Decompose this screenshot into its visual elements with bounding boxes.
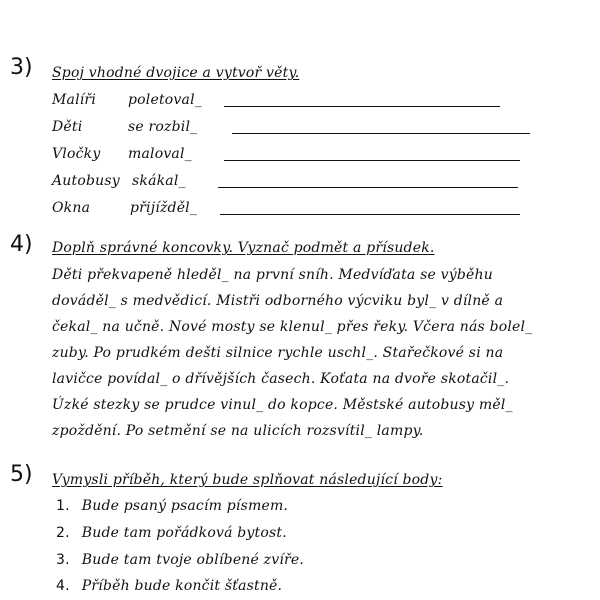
pair-left: Okna xyxy=(52,200,91,216)
item-number: 4. xyxy=(56,578,70,594)
text-line: dováděl_ s medvědicí. Mistři odborného výcviku byl_ v dílně a xyxy=(52,293,504,309)
pair-left: Děti xyxy=(52,119,83,135)
list-item xyxy=(56,525,287,541)
pair-row xyxy=(52,92,572,112)
pair-row xyxy=(52,173,572,193)
answer-blank xyxy=(224,150,520,161)
text-line: čekal_ na učně. Nové mosty se klenul_ přes řeky. Včera nás bolel_ xyxy=(52,319,533,335)
item-number: 1. xyxy=(56,498,70,514)
text-line: lavičce povídal_ o dřívějších časech. Koťata na dvoře skotačil_. xyxy=(52,371,510,387)
pair-right: přijížděl_ xyxy=(130,200,198,216)
pair-row xyxy=(52,146,572,166)
exercise-5-instruction: Vymysli příběh, který bude splňovat následující body: xyxy=(52,472,443,488)
item-number: 2. xyxy=(56,525,70,541)
text-line: Děti překvapeně hleděl_ na první sníh. Medvíďata se výběhu xyxy=(52,267,493,283)
answer-blank xyxy=(232,123,530,134)
item-text: Bude tam tvoje oblíbené zvíře. xyxy=(81,552,305,568)
list-item xyxy=(56,498,288,514)
item-number: 3. xyxy=(56,552,70,568)
exercise-3-number: 3) xyxy=(10,55,33,80)
pair-right: poletoval_ xyxy=(128,92,202,108)
pair-right: maloval_ xyxy=(128,146,192,162)
pair-right: se rozbil_ xyxy=(128,119,198,135)
exercise-3-instruction: Spoj vhodné dvojice a vytvoř věty. xyxy=(52,65,300,81)
pair-left: Autobusy xyxy=(52,173,120,189)
text-line: Úzké stezky se prudce vinul_ do kopce. Městské autobusy měl_ xyxy=(52,397,513,413)
pair-row xyxy=(52,200,572,220)
text-line: zpoždění. Po setmění se na ulicích rozsvítil_ lampy. xyxy=(52,423,424,439)
item-text: Bude tam pořádková bytost. xyxy=(81,525,287,541)
list-item xyxy=(56,578,282,594)
pair-left: Vločky xyxy=(52,146,101,162)
exercise-4-number: 4) xyxy=(10,232,33,257)
item-text: Bude psaný psacím písmem. xyxy=(81,498,289,514)
exercise-4-text xyxy=(52,262,532,444)
list-item xyxy=(56,552,304,568)
pair-right: skákal_ xyxy=(132,173,186,189)
item-text: Příběh bude končit šťastně. xyxy=(81,578,283,594)
exercise-5-number: 5) xyxy=(10,462,33,487)
pair-row xyxy=(52,119,572,139)
answer-blank xyxy=(218,177,518,188)
pair-left: Malíři xyxy=(52,92,97,108)
exercise-4-instruction: Doplň správné koncovky. Vyznač podmět a přísudek. xyxy=(52,240,435,256)
text-line: zuby. Po prudkém dešti silnice rychle uschl_. Stařečkové si na xyxy=(52,345,504,361)
answer-blank xyxy=(220,204,520,215)
answer-blank xyxy=(224,96,500,107)
